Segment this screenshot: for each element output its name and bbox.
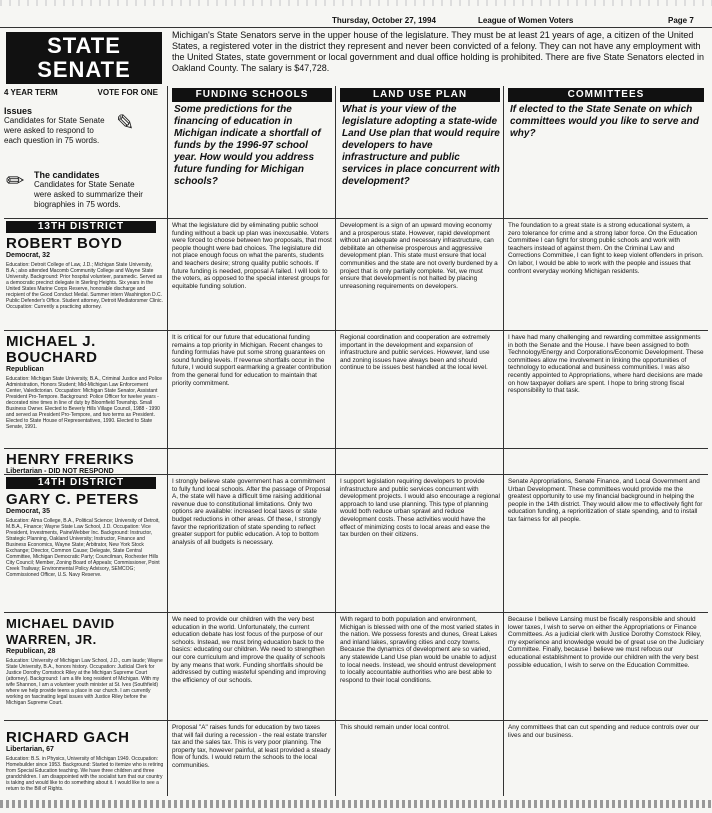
question-funding: Some predictions for the financing of education in Michigan indicate a shortfall of funds by the 1996-97 school year. How would you address future funding for Michigan schools?	[174, 104, 321, 187]
candidate-name: HENRY FRERIKS	[6, 451, 135, 468]
candidate-name: ROBERT BOYD	[6, 235, 123, 252]
header-org: League of Women Voters	[478, 16, 574, 25]
question-committees: If elected to the State Senate on which committees would you like to serve and why?	[510, 104, 699, 139]
answer-funding: What the legislature did by eliminating public school funding without a back up plan was inexcusable. Voters were forced to choose between two proposals, that most people thought were bad choices. The legislature did not place enough focus on what the parents, students and teachers desire; strong quality public schools. If future funding is needed, proposal A failed. I will look to the voters, as opposed to the special interest groups for equitable funding solution.	[172, 222, 332, 290]
column-rule	[167, 86, 168, 796]
page-header	[0, 14, 712, 28]
candidate-bouchard	[6, 334, 164, 430]
pencil-icon: ✏	[6, 168, 25, 193]
candidate-bio: Education: University of Michigan Law School, J.D., cum laude; Wayne State University, B.A., honors history. Occupation: Judicial Clerk for Justice Dorothy Comstock Riley at the Michigan Supreme Court (attorney). Background: I am a life long resident of Michigan. With my wife Shannon, I am a volunteer youth minister at St. Ives (Southfield) where we help provide teens a place in our church. I am currently working on fascinating legal issues with Justice Riley before the Michigan Supreme Court.	[6, 658, 163, 706]
issues-title: Issues	[4, 106, 33, 116]
answer-committees: The foundation to a great state is a strong educational system, a zero tolerance for crime and a strong labor force. On the Education Committee I can fight for strong public schools and work with teachers instead of against them. On the Criminal Law and Corrections Committee, I can fight to keep violent offenders in prison. On labor, I would be able to work with the people and issues that confront everyday working Michigan residents.	[508, 222, 704, 275]
candidates-note-title: The candidates	[34, 170, 100, 180]
candidate-freriks	[6, 452, 164, 476]
candidate-bio: Education: Alma College, B.A., Political Science; University of Detroit, M.B.A., Finance; Wayne State Law School, J.D. Occupation: Vice President, Investments, PaineWebber Inc. Background: Instructor, Strategic Planning, Oakland University; Instructor, Finance and Business Economics, Wayne State; Arbitrator, New York Stock Exchange; Director, Common Cause; Delegate, State Central Committee, Michigan Democratic Party; Councilman, Rochester Hills City Council; Member, Zoning Board of Appeals; Commissioner, Point Creek Trailway; Environmental Policy Advisory, SEMCOG; Commissioned Officer, U.S. Navy Reserve.	[6, 518, 160, 578]
logo-line2: SENATE	[37, 57, 131, 82]
column-head-committees: COMMITTEES	[508, 88, 704, 102]
pencil-icon: ✎	[116, 110, 135, 135]
term-length: 4 YEAR TERM	[4, 88, 58, 97]
candidate-bio: Education: B.S. in Physics, University of Michigan 1949. Occupation: Homebuilder since 1953. Background: Started to itemize who is retiring from Special Education teaching. We have three children and three grandchildren. I am disappointed with the socialist turn that our country is taking and would like to do something about it. I would like to see a return to the Bill of Rights.	[6, 756, 164, 792]
candidate-name: GARY C. PETERS	[6, 491, 139, 508]
candidate-warren	[6, 616, 164, 706]
answer-funding: It is critical for our future that educational funding remains a top priority in Michigan. Recent changes to funding formulas have put some strong guarantees on sound funding levels. If revenue shortfalls occur in the future, I would support earmarking a greater contribution from the general fund for education to maintain that priority commitment.	[172, 334, 332, 387]
logo-line1: STATE	[47, 33, 121, 58]
candidate-party: Libertarian, 67	[6, 746, 54, 753]
district-banner-14: 14TH DISTRICT	[6, 477, 156, 489]
answer-funding: Proposal "A" raises funds for education by two taxes that will fail during a recession - the real estate transfer tax and the sales tax. This is very poor planning. The property tax, however painful, at least provided a steady flow of funds. I would return the schools to the local communities.	[172, 724, 331, 769]
candidate-gach	[6, 730, 164, 792]
row-rule	[4, 448, 708, 449]
candidate-party: Democrat, 35	[6, 508, 50, 515]
vote-for: VOTE FOR ONE	[97, 88, 158, 97]
candidates-note	[34, 170, 154, 210]
answer-funding: We need to provide our children with the very best education in the world. Unfortunately, the current education debate has lost focus of the purpose of our schools. Instead, we must bring education back to the basics: educating our children. We need to strengthen our core curriculum and improve the quality of schools by any means that work. Funding shortfalls should be addressed by cutting wasteful spending and improving the efficiency of our schools.	[172, 616, 326, 684]
question-land-use: What is your view of the legislature adopting a state-wide Land Use plan that would require developers to have infrastructure and public services in place concurrent with development?	[342, 104, 500, 187]
column-rule	[335, 86, 336, 796]
row-rule	[4, 612, 708, 613]
column-head-land-use: LAND USE PLAN	[340, 88, 500, 102]
term-line	[4, 88, 162, 97]
column-head-funding: FUNDING SCHOOLS	[172, 88, 332, 102]
candidate-party: Republican, 28	[6, 648, 56, 655]
candidate-name: RICHARD GACH	[6, 729, 130, 746]
candidate-name: MICHAEL J. BOUCHARD	[6, 333, 98, 366]
answer-committees: Senate Appropriations, Senate Finance, and Local Government and Urban Development. These committees would provide me the greatest opportunity to use my financial background in helping the people in the 14th district. They would allow me to effectively fight for education funding, a reprioritization of state spending, and to install tax fairness for all people.	[508, 478, 703, 523]
candidate-name: MICHAEL DAVID WARREN, JR.	[6, 616, 115, 647]
answer-land-use: Development is a sign of an upward moving economy and a prosperous state. However, rapid development without an adequate and necessary infrastructure, can debilitate an otherwise prosperous and aggressive development plan. This state must ensure that local communities and the state are not overly burdened by a project that is only partially complete. Yet, we must ensure that development is not halted by placing unreasoning requirements on developers.	[340, 222, 498, 290]
scan-noise-bottom	[0, 800, 712, 808]
header-date: Thursday, October 27, 1994	[332, 16, 436, 25]
row-rule	[4, 330, 708, 331]
candidate-bio: Education: Michigan State University, B.A., Criminal Justice and Police Administration, Honors Student; Mid-Michigan Law Enforcement Center, Valedictorian. Occupation: Michigan State Senator, Assistant President Pro-Tempore. Background: Police Officer for twelve years - decorated nine times in line of duty by Bloomfield Township. Small Business Owner. Elected to Beverly Hills Village Council, 1988 - 1990 and served as President Pro-Tempore, and two terms as President. Elected to State House of Representatives, 1990. Elected to State Senate, 1991.	[6, 376, 163, 430]
candidate-bio: Education: Detroit College of Law, J.D.; Michigan State University, B.A.; also attended Macomb Community College and Wayne State University. Background: Prior hospital volunteer, paramedic. Served as a democratic precinct delegate in Sterling Heights. Six years in the United States Marine Corps Reserve, honorable discharge and recipient of the Good Conduct Medal. Summer intern Washington D.C. Public Defender's Office. Student attorney, Detroit Mediatorsmer Clinic. Occupation: Currently a practicing attorney.	[6, 262, 163, 310]
candidates-note-text: Candidates for State Senate were asked to summarize their biographies in 75 words.	[34, 180, 143, 209]
answer-committees: I have had many challenging and rewarding committee assignments in both the Senate and the House. I have been assigned to both Technology/Energy and Corporations/Economic Development. These committees allow me involvement in linking the opportunities of technology to educational and business communities. I was also recently appointed to Appropriations, where hard decisions are made on how taxpayer dollars are spent. I hope to bring strong fiscal responsibility to that task.	[508, 334, 704, 395]
answer-committees: Any committees that can cut spending and reduce controls over our lives and our business.	[508, 724, 700, 739]
column-rule	[503, 86, 504, 796]
answer-land-use: With regard to both population and environment, Michigan is blessed with one of the most varied states in the nation. We possess forests and dunes, Great Lakes and inland lakes, sprawling cities and cozy towns. Because the dynamics of development are so varied, any statewide Land Use plan would be unable to adjust to local needs. Instead, we should entrust development to locally accountable authorities who are best able to respond to their local conditions.	[340, 616, 500, 684]
answer-land-use: I support legislation requiring developers to provide infrastructure and public services concurrent with development projects. I would also encourage a regional approach to land use planning. This type of planning would both reduce urban sprawl and reduce development costs. These activities would have the effect of minimizing costs to local areas and ease the tax burden on their citizens.	[340, 478, 500, 539]
candidate-party: Libertarian - DID NOT RESPOND	[6, 468, 114, 475]
district-banner-13: 13TH DISTRICT	[6, 221, 156, 233]
scan-noise-top	[0, 0, 712, 6]
state-senate-logo	[6, 32, 162, 84]
row-rule	[4, 218, 708, 219]
issues-note	[4, 106, 112, 146]
candidate-party: Republican	[6, 366, 44, 373]
intro-paragraph: Michigan's State Senators serve in the upper house of the legislature. They must be at least 21 years of age, a citizen of the United States, a registered voter in the district they represent and never been convicted of a felony. They can not have any employment with the United States, state government or local government and dual office holding is prohibited. There are five State Senators elected in Oakland County. The salary is $47,728.	[172, 30, 704, 73]
candidate-boyd	[6, 236, 164, 310]
header-page: Page 7	[668, 16, 694, 25]
row-rule	[4, 720, 708, 721]
candidate-peters	[6, 492, 164, 578]
answer-funding: I strongly believe state government has a commitment to fully fund local schools. After the passage of Proposal A, the state will have a difficult time raising additional revenue due to constitutional limitations. Only two options are available: increased local taxes or state budget reductions in other areas. Of these, I strongly favor the reprioritization of state spending to reflect greater support for public education. A top to bottom analysis of all budgets is necessary.	[172, 478, 331, 546]
answer-land-use: This should remain under local control.	[340, 724, 450, 731]
issues-text: Candidates for State Senate were asked to respond to each question in 75 words.	[4, 116, 105, 145]
answer-committees: Because I believe Lansing must be fiscally responsible and should lower taxes, I wish to serve on either the Appropriations or Finance Committees. As a judicial clerk with Justice Dorothy Comstock Riley, my experience and knowledge would be of great use on the Judiciary Committee. Finally, because I believe we must refocus our educational establishment to provide our children with the very best possible education, I wish to serve on the Education Committee.	[508, 616, 704, 669]
candidate-party: Democrat, 32	[6, 252, 50, 259]
answer-land-use: Regional coordination and cooperation are extremely important in the development and expansion of infrastructure and public services. However, land use and zoning issues have always been and should continue to be issues best handled at the local level.	[340, 334, 490, 372]
